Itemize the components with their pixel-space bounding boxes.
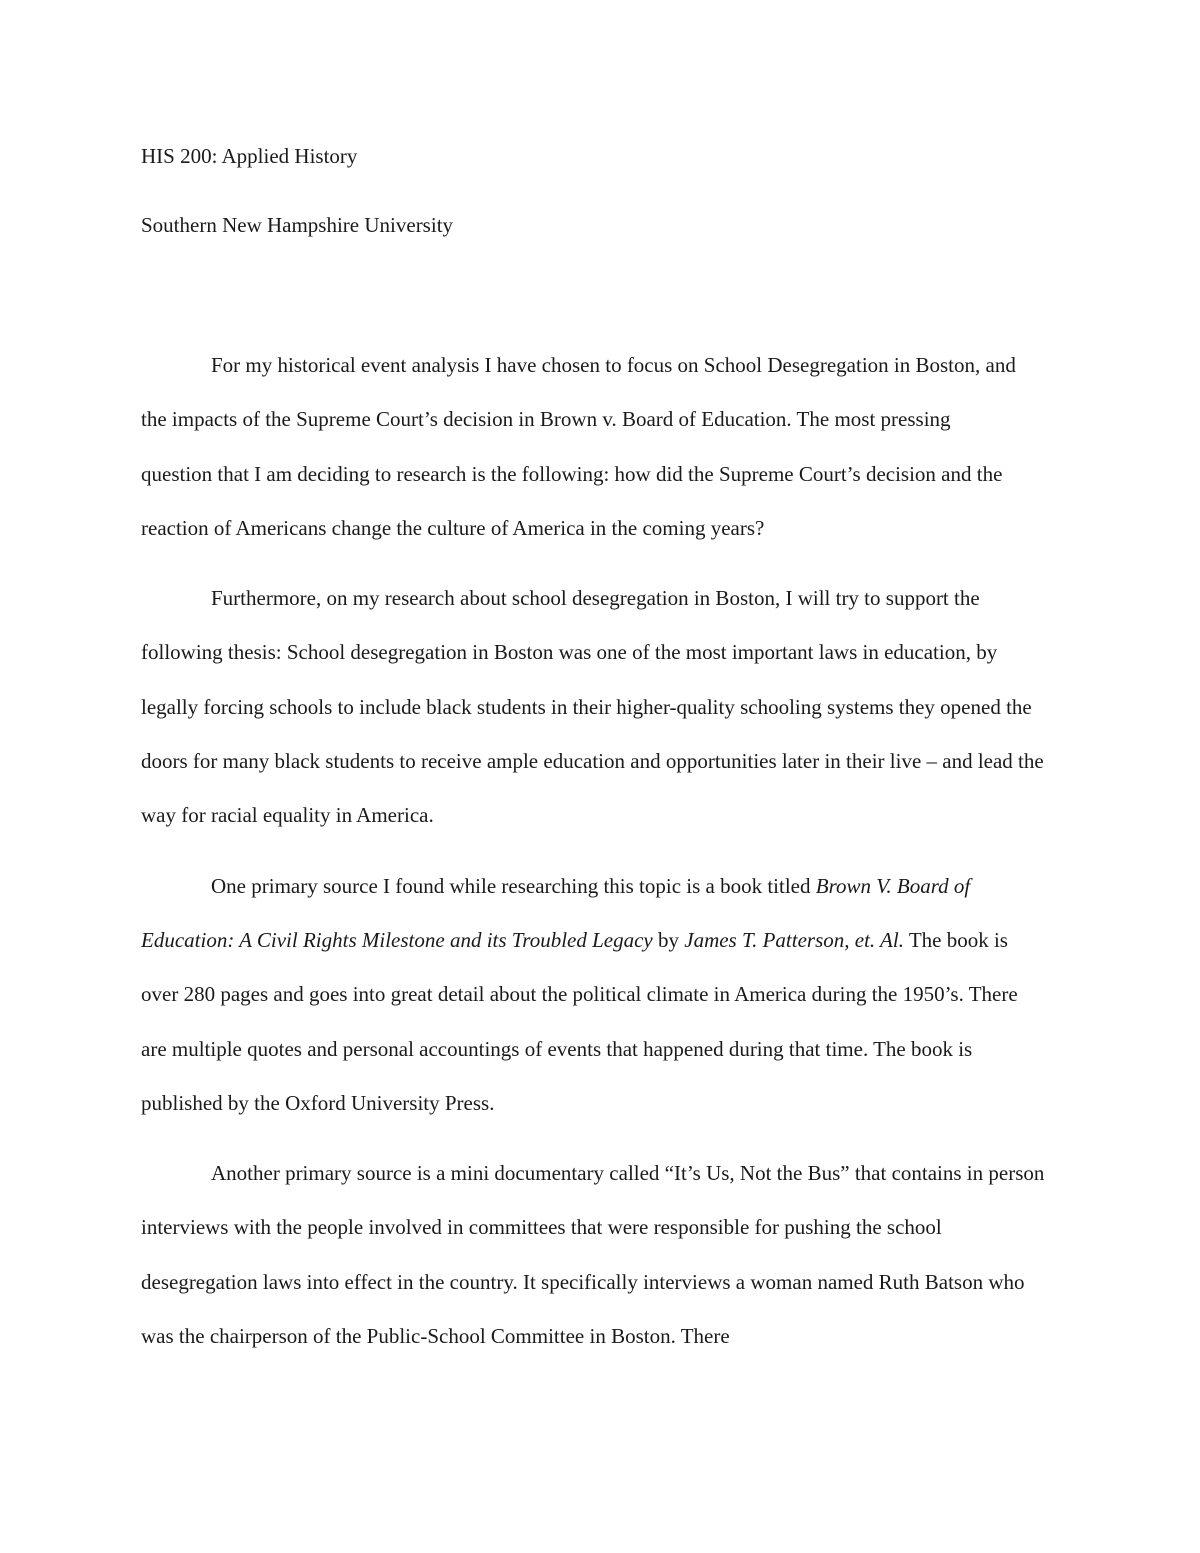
course-title: HIS 200: Applied History [141,144,358,168]
book-title: Brown V. Board of Education: A Civil Rights Milestone and its Troubled Legacy [141,873,971,952]
paragraph-intro: For my historical event analysis I have chosen to focus on School Desegregation in Boston, and the impacts of the Supreme Court’s decision in Brown v. Board of Education. The most pressing question that I am deciding to research is the following: how did the Supreme Court’s decision and the reaction of Americans change the culture of America in the coming years? [141,353,1016,540]
book-author: James T. Patterson, et. Al. [684,927,904,952]
paragraph-book-source [141,859,1046,1130]
book-source-lead: One primary source I found while researching this topic is a book titled [211,873,816,898]
book-source-rest: The book is over 280 pages and goes into great detail about the political climate in America during the 1950’s. There are multiple quotes and personal accountings of events that happened during that time. The book is published by the Oxford University Press. [141,927,1018,1115]
university-name: Southern New Hampshire University [141,213,454,237]
paragraph-thesis: Furthermore, on my research about school desegregation in Boston, I will try to support the following thesis: School desegregation in Boston was one of the most important laws in education, by legally forcing schools to include black students in their higher-quality schooling systems they opened the doors for many black students to receive ample education and opportunities later in their live – and lead the way for racial equality in America. [141,586,1044,828]
essay-body [141,338,1061,1379]
paragraph-documentary-source: Another primary source is a mini documentary called “It’s Us, Not the Bus” that contains in person interviews with the people involved in committees that were responsible for pushing the school desegregation laws into effect in the country. It specifically interviews a woman named Ruth Batson who was the chairperson of the Public-School Committee in Boston. There [141,1161,1045,1349]
book-by: by [652,927,685,952]
